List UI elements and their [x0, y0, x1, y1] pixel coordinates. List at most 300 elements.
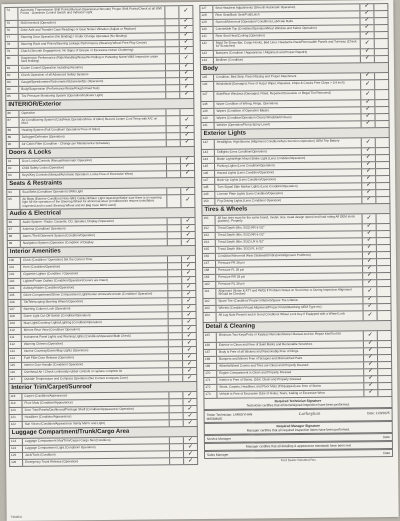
checkbox-pass[interactable]: ✓ [361, 32, 375, 38]
item-description: Overhead Air / Check conformity rubber controls or replace complete kit [22, 369, 169, 377]
checkbox-pass[interactable]: ✓ [361, 39, 375, 48]
item-number: 165 [204, 333, 217, 342]
checkbox-pass[interactable] [166, 78, 180, 84]
item-number: 118 [9, 394, 22, 400]
item-description: Steering Column Lock (Operation) [21, 306, 168, 314]
checkbox-pass[interactable]: ✓ [362, 176, 376, 182]
item-description: Air Bags (Exterior Condition) Note-SRS Cables/Inflator Light Operation/Make sure there is no warning light for the operation of the Steering Wheel for abnormal wear (conditions/air returns tools/fabric inspected and is used Steering Wheel and Air Bag trace fabric used) [20, 195, 167, 209]
checkbox-pass[interactable] [166, 92, 180, 98]
checkbox-fail[interactable]: ✓ [180, 64, 194, 70]
checkbox-fail[interactable]: ✓ [184, 458, 198, 464]
checkbox-fail[interactable] [378, 311, 392, 320]
checkbox-fail[interactable] [376, 162, 390, 168]
checkbox-pass[interactable]: ✓ [363, 266, 377, 272]
checkbox-pass[interactable] [166, 40, 180, 46]
checklist-row [200, 89, 389, 101]
item-description: Exterior is Clean and Free of Swirl Marks and Removable Scratches [217, 341, 364, 349]
item-description: License Plate Lights (Lens Condition/Operation) [215, 190, 362, 198]
item-description: Air Conditioning System (Cold/Heat Operation/Free of Odor) Record Center Cool Temp with A/C on MAX [19, 116, 166, 127]
checkbox-pass[interactable]: ✓ [363, 259, 377, 265]
checkbox-fail[interactable] [377, 214, 391, 223]
checkbox-fail[interactable] [377, 245, 391, 251]
item-description: Tread Depth (Min. 5/32) FL 6 /32" [216, 245, 363, 253]
checkbox-pass[interactable] [168, 263, 182, 269]
item-description: Luggage Compartment Light (Condition/ Operation) [23, 445, 170, 453]
item-number: 126 [10, 460, 23, 466]
checkbox-fail[interactable]: ✓ [179, 6, 193, 18]
checkbox-pass[interactable] [168, 298, 182, 304]
checkbox-fail[interactable]: ✓ [181, 133, 195, 139]
checkbox-fail[interactable]: ✓ [180, 33, 194, 39]
checkbox-pass[interactable]: ✓ [364, 348, 378, 354]
checkbox-fail[interactable] [376, 183, 390, 189]
checkbox-pass[interactable] [170, 413, 184, 419]
checkbox-pass[interactable]: ✓ [362, 148, 376, 154]
item-number: 153 [203, 233, 216, 239]
checkbox-pass[interactable] [169, 361, 183, 367]
item-number: 170 [204, 371, 217, 377]
checkbox-pass[interactable] [169, 399, 183, 405]
item-number: 135 [201, 75, 214, 81]
item-number: 122 [10, 422, 23, 428]
checkbox-pass[interactable] [168, 270, 182, 276]
checkbox-fail[interactable]: ✓ [184, 444, 198, 450]
checkbox-pass[interactable]: ✓ [364, 341, 378, 347]
checkbox-pass[interactable]: ✓ [362, 197, 376, 203]
checkbox-fail[interactable] [378, 355, 392, 361]
checkbox-pass[interactable]: ✓ [361, 90, 375, 99]
item-description: Brake Lights/High Mount Brake Light (Lens Condition/Operation) [215, 155, 362, 163]
checkbox-fail[interactable]: ✓ [182, 305, 196, 311]
checkbox-pass[interactable]: ✓ [364, 390, 378, 396]
checkbox-pass[interactable] [166, 26, 180, 32]
checkbox-pass[interactable]: ✓ [364, 376, 378, 382]
item-description: Lighter/Power Outlets (Condition/Operation/Covers are Intact) [21, 278, 168, 286]
item-description: Gauge/Speedometer/Tachometer/Odometer/Etc (Operation) [19, 78, 166, 86]
checkbox-pass[interactable] [166, 54, 180, 63]
item-description: Tread Depth (Min. 5/32) RR 6 /32" [216, 224, 363, 232]
checkbox-fail[interactable]: ✓ [180, 47, 194, 53]
checkbox-fail[interactable]: ✓ [181, 195, 195, 207]
checkbox-pass[interactable] [170, 406, 184, 412]
checkbox-fail[interactable] [377, 297, 391, 303]
item-description: Map Light/Courtesy Lights/Lighting (Condition/Operation) [22, 320, 169, 328]
checkbox-pass[interactable]: ✓ [363, 214, 377, 223]
checkbox-pass[interactable] [168, 232, 182, 238]
checkbox-fail[interactable] [377, 238, 391, 244]
checkbox-fail[interactable]: ✓ [182, 218, 196, 224]
section-heading-audio: Audio & Electrical [6, 207, 195, 219]
item-description: Luggage Compartment Mat/Trim/Carpet Cargo Net (Condition) [23, 438, 170, 446]
checkbox-pass[interactable]: ✓ [364, 383, 378, 389]
checkbox-fail[interactable]: ✓ [183, 368, 197, 374]
item-description: Wipers (Condition of Operation Blade) [214, 107, 361, 115]
checkbox-fail[interactable]: ✓ [184, 420, 198, 426]
checkbox-pass[interactable] [166, 116, 180, 125]
checkbox-pass[interactable]: ✓ [362, 162, 376, 168]
checkbox-pass[interactable]: ✓ [364, 311, 378, 320]
item-number: 86 [6, 111, 19, 117]
checkbox-fail[interactable] [375, 90, 389, 99]
checkbox-fail[interactable]: ✓ [182, 232, 196, 238]
checkbox-pass[interactable]: ✓ [361, 80, 375, 89]
item-description: Tilt/Telescoping Steering Wheel (Operation) [21, 299, 168, 307]
item-number: 110 [9, 328, 22, 334]
checkbox-pass[interactable]: ✓ [362, 190, 376, 196]
checkbox-fail[interactable]: ✓ [184, 413, 198, 419]
mgr-date-label: Date [383, 435, 390, 440]
checkbox-fail[interactable]: ✓ [183, 375, 197, 381]
checkbox-pass[interactable] [166, 47, 180, 53]
checkbox-fail[interactable]: ✓ [180, 54, 194, 63]
checkbox-fail[interactable] [375, 80, 389, 89]
checkbox-pass[interactable]: ✓ [364, 355, 378, 361]
checkbox-fail[interactable] [375, 100, 389, 106]
checkbox-fail[interactable] [376, 169, 390, 175]
checkbox-fail[interactable]: ✓ [184, 406, 198, 412]
item-description: Vehicle is Free of Excessive Odor of Holes, Tears, Fading or Excessive Wear [217, 390, 364, 398]
checkbox-fail[interactable]: ✓ [183, 312, 197, 318]
item-number: 128 [200, 13, 213, 19]
checkbox-pass[interactable] [166, 109, 180, 115]
checkbox-fail[interactable]: ✓ [181, 171, 195, 177]
checkbox-fail[interactable]: ✓ [181, 164, 195, 170]
item-description: Defogger/Defroster (Operation) [20, 133, 167, 141]
item-description: Wheels/Wheel Covers and Tires are Clean and Properly Dressed [217, 362, 364, 370]
checkbox-pass[interactable] [170, 458, 184, 464]
item-number: 134 [201, 58, 214, 64]
checkbox-pass[interactable]: ✓ [364, 331, 378, 340]
item-number: 145 [202, 164, 215, 170]
item-description: Shift Interlock (Operation) [18, 19, 165, 27]
item-description: Tire Pressure Monitoring System (Operation/Indicator Light) [19, 92, 166, 100]
item-number: 79 [6, 49, 19, 55]
checkbox-fail[interactable] [374, 18, 388, 24]
item-number: 172 [204, 385, 217, 391]
checklist-row [5, 115, 194, 127]
checkbox-pass[interactable]: ✓ [363, 245, 377, 251]
item-description: Fog Driving Lights (Lens Condition/ Operation) [215, 197, 362, 205]
checkbox-pass[interactable] [167, 133, 181, 139]
item-description: Tread Depth (Min. 5/32) RR 6 /32" [216, 231, 363, 239]
checklist-row [202, 213, 391, 225]
checkbox-fail[interactable]: ✓ [182, 291, 196, 297]
section-heading-amenities: Interior Amenities [7, 245, 196, 257]
checkbox-fail[interactable]: ✓ [183, 354, 197, 360]
checkbox-fail[interactable] [375, 25, 389, 31]
checkbox-fail[interactable]: ✓ [180, 71, 194, 77]
checkbox-pass[interactable]: ✓ [361, 25, 375, 31]
checkbox-pass[interactable]: ✓ [363, 280, 377, 286]
tech-note: Technician certifies that all items/signed inspection have been performed. [246, 402, 350, 408]
checkbox-fail[interactable] [377, 231, 391, 237]
checkbox-pass[interactable] [165, 19, 179, 25]
checkbox-fail[interactable] [375, 32, 389, 38]
mgr-label: Service Manager [206, 436, 231, 441]
checkbox-fail[interactable]: ✓ [183, 347, 197, 353]
item-number: 168 [204, 357, 217, 363]
item-description: Seat Belts (Condition/ Operation) SRM Light [20, 188, 167, 196]
item-description: Pressure FR 39 psi [216, 259, 363, 267]
checkbox-pass[interactable]: ✓ [362, 138, 376, 147]
checkbox-pass[interactable] [169, 319, 183, 325]
checkbox-pass[interactable]: ✓ [361, 100, 375, 106]
item-number: 127 [200, 6, 213, 12]
checkbox-pass[interactable]: ✓ [362, 121, 376, 127]
checkbox-pass[interactable] [169, 333, 183, 339]
checkbox-fail[interactable]: ✓ [181, 126, 195, 132]
checkbox-fail[interactable] [376, 138, 390, 147]
checkbox-fail[interactable] [378, 369, 392, 375]
checkbox-fail[interactable]: ✓ [180, 85, 194, 91]
item-description: Bedliner (Condition) [214, 56, 361, 64]
checkbox-fail[interactable] [378, 341, 392, 347]
checkbox-fail[interactable]: ✓ [183, 361, 197, 367]
checkbox-fail[interactable]: ✓ [182, 277, 196, 283]
item-description: Outside Temperature and Compass Operation (Set Correct Compass Zone) [22, 376, 169, 384]
checkbox-fail[interactable]: ✓ [180, 92, 194, 98]
checkbox-pass[interactable]: ✓ [363, 297, 377, 303]
checkbox-fail[interactable]: ✓ [181, 188, 195, 194]
section-heading-tires: Tires & Wheels [201, 203, 390, 215]
checkbox-fail[interactable] [376, 148, 390, 154]
checkbox-pass[interactable] [167, 195, 181, 207]
checkbox-pass[interactable] [169, 340, 183, 346]
checkbox-pass[interactable] [166, 85, 180, 91]
item-number: 115 [9, 363, 22, 369]
checkbox-fail[interactable]: ✓ [182, 239, 196, 245]
sales-date-label: Date [383, 451, 391, 456]
item-number: 131 [201, 34, 214, 40]
checkbox-pass[interactable]: ✓ [362, 169, 376, 175]
checkbox-fail[interactable] [375, 49, 389, 55]
checkbox-fail[interactable] [377, 224, 391, 230]
section-heading-interior: INTERIOR/Exterior [5, 98, 194, 110]
checkbox-fail[interactable] [376, 190, 390, 196]
item-description: Navigation System (Operation (Condition of Display [21, 240, 168, 248]
checkbox-pass[interactable] [169, 312, 183, 318]
item-number: 154 [203, 240, 216, 246]
checkbox-fail[interactable] [376, 176, 390, 182]
checkbox-fail[interactable] [377, 259, 391, 265]
checkbox-pass[interactable]: ✓ [361, 56, 375, 62]
checkbox-pass[interactable]: ✓ [360, 4, 374, 10]
section-heading-trim: Interior Trim/Carpet/Sunroof [8, 381, 197, 393]
checkbox-fail[interactable] [376, 197, 390, 203]
checkbox-fail[interactable] [377, 252, 391, 258]
checkbox-fail[interactable]: ✓ [180, 116, 194, 125]
checkbox-pass[interactable]: ✓ [361, 49, 375, 55]
item-number: 146 [202, 171, 215, 177]
checkbox-fail[interactable] [378, 390, 392, 396]
checkbox-fail[interactable] [374, 4, 388, 10]
checkbox-pass[interactable] [169, 354, 183, 360]
checkbox-pass[interactable] [166, 71, 180, 77]
item-description: Sunroof/Moonroof (Operation/ Condition) Lubricate Rails [213, 18, 360, 26]
checkbox-pass[interactable] [168, 305, 182, 311]
checkbox-fail[interactable]: ✓ [181, 140, 195, 146]
mgr-note: Manager certifies that all required inspection items have been performed. [246, 427, 350, 433]
item-description: Windshield (Damaged, Free of Haze/ Wiper, Repaired, Chips & Cracks Free Chips > 1/4 inch) [214, 80, 361, 91]
checkbox-fail[interactable] [377, 266, 391, 272]
checkbox-fail[interactable]: ✓ [182, 263, 196, 269]
checkbox-pass[interactable]: ✓ [362, 155, 376, 161]
item-number: 92 [7, 166, 20, 172]
item-description: Headliner (Condition/Appearance) [23, 414, 170, 422]
item-number: 109 [9, 321, 22, 327]
item-description: Ashtray/Holder (Condition/Operation) [21, 285, 168, 293]
checkbox-pass[interactable] [168, 218, 182, 224]
item-description: Interior Door Handle (Condition/ Operation) [22, 362, 169, 370]
cert-note: Manager certifies that all detailing & appearance standards have been met [245, 443, 351, 449]
checkbox-fail[interactable]: ✓ [182, 256, 196, 262]
tech-heading: Required Technician Signature [274, 398, 322, 404]
checkbox-fail[interactable] [376, 155, 390, 161]
checkbox-fail[interactable] [375, 56, 389, 62]
checkbox-pass[interactable] [165, 6, 179, 18]
item-number: 80 [6, 56, 19, 65]
checkbox-fail[interactable] [376, 121, 390, 127]
item-number: 137 [201, 92, 214, 101]
checkbox-pass[interactable] [168, 277, 182, 283]
checkbox-fail[interactable] [378, 348, 392, 354]
checkbox-fail[interactable] [378, 362, 392, 368]
item-description: Sun Visors (Condition/Appearance Vanity Mirror and Light) [23, 421, 170, 429]
item-number: 150 [202, 199, 215, 205]
item-number: 130 [201, 27, 214, 33]
item-number: 152 [203, 226, 216, 232]
checkbox-fail[interactable]: ✓ [183, 340, 197, 346]
checkbox-fail[interactable] [180, 109, 194, 115]
checkbox-fail[interactable] [375, 73, 389, 79]
checkbox-fail[interactable]: ✓ [183, 319, 197, 325]
checkbox-fail[interactable]: ✓ [179, 19, 193, 25]
checkbox-pass[interactable] [167, 126, 181, 132]
checkbox-fail[interactable]: ✓ [184, 437, 198, 443]
checkbox-fail[interactable]: ✓ [182, 298, 196, 304]
checkbox-pass[interactable] [169, 347, 183, 353]
checkbox-fail[interactable] [378, 376, 392, 382]
checkbox-pass[interactable]: ✓ [363, 231, 377, 237]
checkbox-pass[interactable]: ✓ [362, 183, 376, 189]
checkbox-pass[interactable] [170, 444, 184, 450]
item-number: 96 [8, 220, 21, 226]
checkbox-pass[interactable]: ✓ [364, 369, 378, 375]
item-description: Horn (Condition/Operation) [21, 264, 168, 272]
item-description: Bumpers (Condition / Appearance / Alignment and Proper Repairs) [214, 49, 361, 57]
checkbox-fail[interactable]: ✓ [181, 157, 195, 163]
checkbox-pass[interactable]: ✓ [363, 287, 377, 296]
checkbox-pass[interactable] [167, 140, 181, 146]
checkbox-fail[interactable]: ✓ [182, 284, 196, 290]
checklist-left-column [4, 5, 198, 467]
checkbox-fail[interactable] [375, 107, 389, 113]
checkbox-pass[interactable] [170, 437, 184, 443]
checkbox-pass[interactable] [169, 392, 183, 398]
item-number: 112 [9, 342, 22, 348]
item-description: Audio System - Radio, Cassette, CD, Speaker, Display (Operation) [21, 219, 168, 227]
item-description: Dome Light Cut-Off Switch (Condition/Operation) [22, 313, 169, 321]
item-description: Alarm /Theft Deterrent System (Condition/Operation) [21, 233, 168, 241]
checkbox-pass[interactable] [168, 256, 182, 262]
checkbox-pass[interactable] [170, 420, 184, 426]
item-number: 103 [8, 279, 21, 285]
item-number: 83 [6, 80, 19, 86]
checkbox-fail[interactable] [377, 280, 391, 286]
item-description: Pressure FL 39 psi [216, 266, 363, 274]
checkbox-fail[interactable]: ✓ [183, 333, 197, 339]
item-description: All Lug Nuts Present and in Good Condition/ Wheel Lock Key If Equipped with a Wheel Lock [217, 311, 364, 322]
checkbox-pass[interactable]: ✓ [360, 18, 374, 24]
checkbox-pass[interactable]: ✓ [364, 362, 378, 368]
checkbox-pass[interactable]: ✓ [363, 224, 377, 230]
checkbox-fail[interactable]: ✓ [182, 225, 196, 231]
checkbox-pass[interactable]: ✓ [361, 114, 375, 120]
checkbox-fail[interactable]: ✓ [183, 392, 197, 398]
checkbox-pass[interactable] [169, 375, 183, 381]
checkbox-pass[interactable] [167, 188, 181, 194]
checkbox-fail[interactable]: ✓ [180, 40, 194, 46]
checkbox-fail[interactable] [378, 331, 392, 340]
inspection-checklist-sheet [1, 0, 398, 521]
checkbox-pass[interactable] [168, 239, 182, 245]
checkbox-fail[interactable] [377, 273, 391, 279]
checkbox-fail[interactable] [375, 39, 389, 48]
checkbox-pass[interactable] [167, 164, 181, 170]
checkbox-pass[interactable] [168, 284, 182, 290]
checkbox-pass[interactable] [170, 451, 184, 457]
checkbox-pass[interactable] [167, 171, 181, 177]
checkbox-pass[interactable]: ✓ [361, 107, 375, 113]
checkbox-pass[interactable] [168, 291, 182, 297]
item-number: 114 [9, 356, 22, 362]
item-description: Air Cabin Filter (Condition - Change per Maintenance Schedule) [20, 140, 167, 148]
checkbox-pass[interactable] [169, 368, 183, 374]
checkbox-fail[interactable]: ✓ [183, 326, 197, 332]
item-description: Drive Axle and Transfer Case Readings or Gear Noise/ Vibration (Adjust or Replace) [19, 26, 166, 34]
item-number: 132 [201, 41, 214, 50]
item-description: Taillights (Lens Condition/Operation) [215, 148, 362, 156]
checkbox-fail[interactable] [377, 304, 391, 310]
checkbox-pass[interactable]: ✓ [363, 238, 377, 244]
checkbox-pass[interactable]: ✓ [363, 273, 377, 279]
checkbox-pass[interactable] [167, 157, 181, 163]
checkbox-fail[interactable]: ✓ [180, 26, 194, 32]
checkbox-pass[interactable]: ✓ [360, 11, 374, 17]
checkbox-fail[interactable]: ✓ [182, 270, 196, 276]
checkbox-fail[interactable]: ✓ [180, 78, 194, 84]
tech-id: M056MMD [206, 416, 223, 421]
checkbox-fail[interactable] [378, 383, 392, 389]
checkbox-fail[interactable]: ✓ [183, 399, 197, 405]
checkbox-pass[interactable] [169, 326, 183, 332]
checkbox-fail[interactable] [375, 114, 389, 120]
item-description: Wipers (Condition/Operation Clean) Windshield Clean) [214, 114, 361, 122]
checkbox-pass[interactable] [166, 33, 180, 39]
checkbox-pass[interactable] [166, 64, 180, 70]
checkbox-fail[interactable] [377, 287, 391, 296]
item-number: 155 [203, 247, 216, 253]
checkbox-pass[interactable]: ✓ [363, 304, 377, 310]
item-number: 149 [202, 192, 215, 198]
checkbox-fail[interactable] [374, 11, 388, 17]
checkbox-pass[interactable]: ✓ [361, 73, 375, 79]
item-description: Emergency Trunk Release (Operation) [23, 459, 170, 467]
checkbox-fail[interactable]: ✓ [184, 451, 198, 457]
checkbox-pass[interactable] [168, 225, 182, 231]
item-description: Alignment (Noise & ATT and 4WD) If Problem Noted on Test Drive or During Inspection Alignment Should be Checked [216, 287, 363, 298]
checkbox-pass[interactable]: ✓ [363, 252, 377, 258]
